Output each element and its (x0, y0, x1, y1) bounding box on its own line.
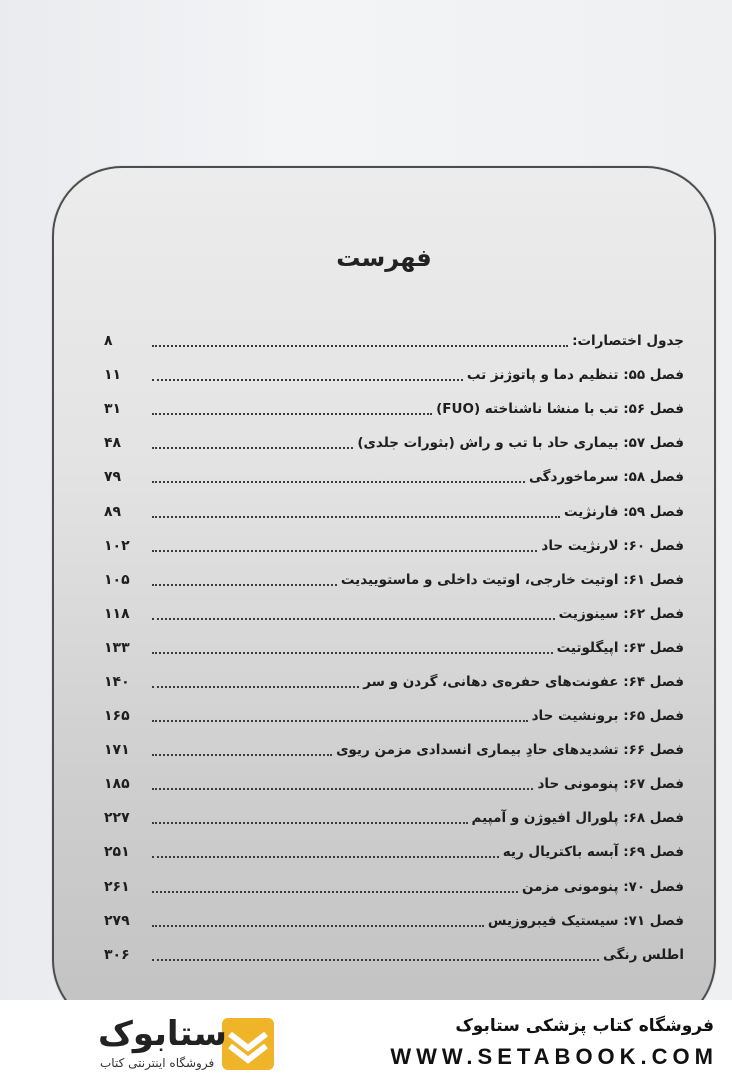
toc-dot-leader (152, 433, 353, 449)
toc-dot-leader (152, 911, 484, 927)
toc-title: فهرست (336, 244, 432, 272)
toc-row (104, 904, 684, 938)
toc-page-number: ۱۴۰ (104, 673, 130, 690)
toc-dot-leader (152, 706, 528, 722)
toc-dot-leader (152, 672, 359, 688)
toc-row (104, 460, 684, 494)
toc-row (104, 631, 684, 665)
toc-row (104, 835, 684, 869)
toc-entry-label: فصل ۶۹: آبسه باکتریال ریه (502, 844, 684, 861)
toc-dot-leader (152, 536, 537, 552)
toc-entry-label: فصل ۵۵: تنظیم دما و پاتوژنز تب (466, 367, 684, 384)
logo-chevron-icon (220, 1016, 276, 1072)
toc-row (104, 358, 684, 392)
store-url[interactable]: WWW.SETABOOK.COM (390, 1044, 718, 1069)
toc-page-number: ۱۷۱ (104, 742, 130, 759)
toc-dot-leader (152, 808, 468, 824)
toc-row (104, 426, 684, 460)
toc-entry-label: اطلس رنگی (603, 946, 684, 963)
toc-dot-leader (152, 740, 332, 756)
toc-page-number: ۱۳۳ (104, 639, 130, 656)
toc-entry-label: فصل ۶۱: اوتیت خارجی، اوتیت داخلی و ماستوییدیت (340, 571, 684, 588)
toc-entry-label: فصل ۶۰: لارنژیت حاد (541, 537, 684, 554)
toc-entry-label: جدول اختصارات: (572, 333, 684, 350)
toc-page-number: ۱۶۵ (104, 708, 130, 725)
toc-dot-leader (152, 502, 560, 518)
toc-row (104, 801, 684, 835)
toc-page-number: ۲۶۱ (104, 878, 130, 895)
toc-dot-leader (152, 638, 553, 654)
toc-row (104, 392, 684, 426)
toc-page-number: ۸ (104, 333, 113, 350)
toc-entry-label: فصل ۶۷: پنومونی حاد (537, 776, 684, 793)
toc-row (104, 563, 684, 597)
toc-row (104, 938, 684, 972)
toc-page-number: ۴۸ (104, 435, 122, 452)
toc-row (104, 870, 684, 904)
logo-subtitle: فروشگاه اینترنتی کتاب (100, 1056, 215, 1070)
toc-page-number: ۱۸۵ (104, 776, 130, 793)
toc-entry-label: فصل ۶۴: عفونت‌های حفره‌ی دهانی، گردن و سر (363, 673, 684, 690)
toc-page-number: ۳۱ (104, 401, 122, 418)
toc-page-number: ۲۲۷ (104, 810, 130, 827)
toc-page-number: ۱۱۸ (104, 605, 130, 622)
toc-page-number: ۱۱ (104, 367, 122, 384)
store-footer (0, 1000, 732, 1080)
toc-page-number: ۸۹ (104, 503, 122, 520)
toc-dot-leader (152, 774, 533, 790)
toc-page-number: ۱۰۵ (104, 571, 130, 588)
toc-dot-leader (152, 467, 525, 483)
toc-page-number: ۷۹ (104, 469, 122, 486)
toc-card (52, 166, 716, 1000)
toc-entry-label: فصل ۶۸: پلورال افیوژن و آمپیم (471, 810, 684, 827)
toc-row (104, 597, 684, 631)
toc-dot-leader (152, 604, 555, 620)
toc-row (104, 767, 684, 801)
toc-row (104, 324, 684, 358)
store-name: فروشگاه کتاب پزشکی ستابوک (455, 1016, 714, 1036)
toc-dot-leader (152, 570, 337, 586)
toc-row (104, 699, 684, 733)
toc-dot-leader (152, 399, 432, 415)
toc-page-number: ۳۰۶ (104, 946, 130, 963)
toc-entry-label: فصل ۵۶: تب با منشا ناشناخته (FUO) (436, 401, 684, 418)
toc-entry-label: فصل ۷۱: سیستیک فیبروزیس (487, 912, 684, 929)
store-logo (30, 1014, 290, 1074)
toc-entry-label: فصل ۶۲: سینوزیت (558, 605, 684, 622)
toc-entry-label: فصل ۶۵: برونشیت حاد (531, 708, 684, 725)
toc-dot-leader (152, 842, 499, 858)
toc-entry-label: فصل ۵۹: فارنژیت (564, 503, 684, 520)
toc-entry-label: فصل ۷۰: پنومونی مزمن (521, 878, 684, 895)
toc-row (104, 733, 684, 767)
toc-page-number: ۲۷۹ (104, 912, 130, 929)
toc-entry-label: فصل ۶۳: اپیگلوتیت (556, 639, 684, 656)
toc-entry-label: فصل ۶۶: تشدیدهای حادِ بیماری انسدادی مزمن ریوی (336, 742, 684, 759)
toc-row (104, 665, 684, 699)
toc-dot-leader (152, 331, 568, 347)
toc-dot-leader (152, 945, 599, 961)
toc-entry-label: فصل ۵۸: سرماخوردگی (529, 469, 684, 486)
toc-dot-leader (152, 877, 518, 893)
toc-page-number: ۲۵۱ (104, 844, 130, 861)
logo-wordmark: ستابوک (98, 1014, 227, 1054)
toc-row (104, 529, 684, 563)
toc-row (104, 494, 684, 528)
toc-page-number: ۱۰۲ (104, 537, 130, 554)
toc-dot-leader (152, 365, 463, 381)
toc-list (104, 324, 684, 972)
toc-entry-label: فصل ۵۷: بیماری حاد با تب و راش (بثورات جلدی) (357, 435, 684, 452)
